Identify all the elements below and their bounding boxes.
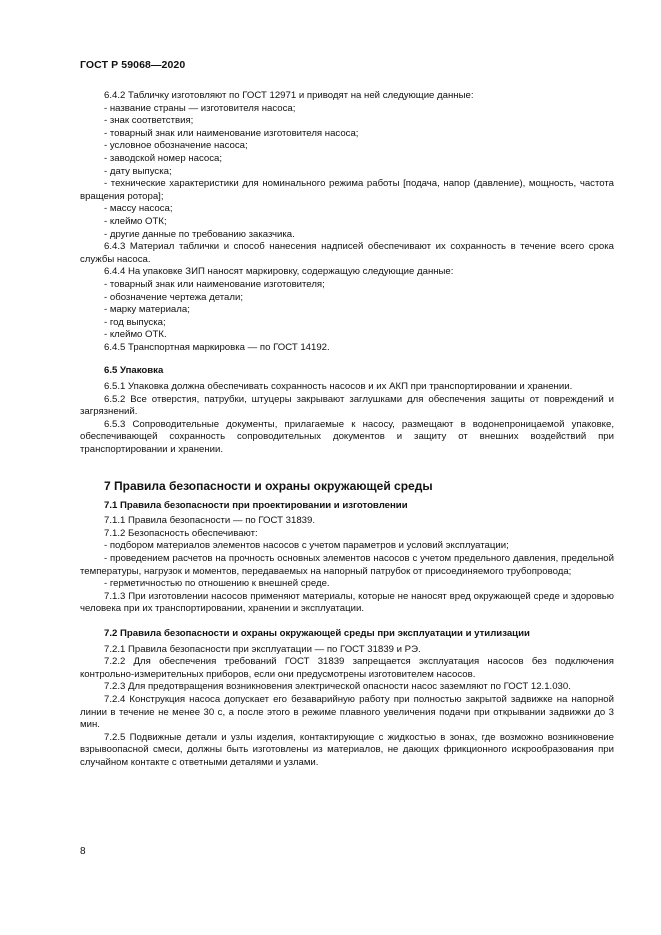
paragraph-6-5-1: 6.5.1 Упаковка должна обеспечивать сохранность насосов и их АКП при транспортировании и хранении. <box>104 381 573 393</box>
list-item: - товарный знак или наименование изготовителя; <box>104 278 325 290</box>
paragraph-6-5-2: 6.5.2 Все отверстия, патрубки, штуцеры закрывают заглушками для обеспечения защиты от повреждений и загрязнений. <box>80 393 614 418</box>
paragraph-7-2-3: 7.2.3 Для предотвращения возникновения электрической опасности насос заземляют по ГОСТ 12.1.030. <box>104 681 571 693</box>
document-body <box>80 90 614 770</box>
list-item: - дату выпуска; <box>104 165 172 177</box>
section-heading-7-1: 7.1 Правила безопасности при проектировании и изготовлении <box>104 499 408 511</box>
paragraph-6-4-4: 6.4.4 На упаковке ЗИП наносят маркировку, содержащую следующие данные: <box>104 266 454 278</box>
paragraph-7-2-5: 7.2.5 Подвижные детали и узлы изделия, контактирующие с жидкостью в зонах, где возможно возникновение взрывоопасной смеси, должны быть изготовлены из материалов, не дающих фрикционного искрообразования при случайном контакте с ответными деталями и узлами. <box>80 731 614 768</box>
list-item: - товарный знак или наименование изготовителя насоса; <box>104 127 359 139</box>
list-item: - год выпуска; <box>104 316 166 328</box>
list-item: - проведением расчетов на прочность основных элементов насосов с учетом предельного давления, предельной температуры, нагрузок и моментов, передаваемых на напорный патрубок от присоединяемого трубопровода; <box>80 553 614 577</box>
section-heading-6-5: 6.5 Упаковка <box>104 365 164 377</box>
paragraph-6-4-2: 6.4.2 Табличку изготовляют по ГОСТ 12971 и приводят на ней следующие данные: <box>104 90 474 101</box>
page-number: 8 <box>80 846 86 857</box>
list-item: - заводской номер насоса; <box>104 152 223 164</box>
list-item: - технические характеристики для номинального режима работы [подача, напор (давление), мощность, частота вращения ротора]; <box>80 178 614 202</box>
paragraph-6-4-5: 6.4.5 Транспортная маркировка — по ГОСТ 14192. <box>104 341 330 353</box>
paragraph-6-5-3: 6.5.3 Сопроводительные документы, прилагаемые к насосу, размещают в водонепроницаемой упаковке, обеспечивающей сохранность сопроводительных документов и защиту от внешних воздействий при транспортировании и хранении. <box>80 418 614 456</box>
list-item: - подбором материалов элементов насосов с учетом параметров и условий эксплуатации; <box>104 540 509 552</box>
paragraph-7-1-1: 7.1.1 Правила безопасности — по ГОСТ 31839. <box>104 515 315 527</box>
paragraph-7-2-1: 7.2.1 Правила безопасности при эксплуатации — по ГОСТ 31839 и РЭ. <box>104 643 421 655</box>
list-item: - клеймо ОТК; <box>104 215 167 227</box>
list-item: - герметичностью по отношению к внешней среде. <box>104 578 330 590</box>
paragraph-7-2-4: 7.2.4 Конструкция насоса допускает его безаварийную работу при полностью закрытой задвижке на напорной линии в течение не менее 30 с, а после этого в режиме плавного увеличения подачи при открывании задвижки до 3 мин. <box>80 693 614 731</box>
paragraph-7-1-2: 7.1.2 Безопасность обеспечивают: <box>104 527 258 539</box>
list-item: - клеймо ОТК. <box>104 329 167 341</box>
list-item: - знак соответствия; <box>104 115 194 127</box>
paragraph-6-4-3: 6.4.3 Материал таблички и способ нанесения надписей обеспечивают их сохранность в течение всего срока службы насоса. <box>80 241 614 265</box>
list-item: - название страны — изготовителя насоса; <box>104 102 296 114</box>
section-heading-7-2: 7.2 Правила безопасности и охраны окружающей среды при эксплуатации и утилизации <box>104 627 530 639</box>
list-item: - другие данные по требованию заказчика. <box>104 228 295 240</box>
list-item: - условное обозначение насоса; <box>104 140 248 152</box>
list-item: - массу насоса; <box>104 203 173 215</box>
section-heading-7: 7 Правила безопасности и охраны окружающей среды <box>104 478 433 493</box>
paragraph-7-1-3: 7.1.3 При изготовлении насосов применяют материалы, которые не наносят вред окружающей среде и здоровью человека при их транспортировании, хранении и эксплуатации. <box>80 590 614 615</box>
paragraph-7-2-2: 7.2.2 Для обеспечения требований ГОСТ 31839 запрещается эксплуатация насосов без подключения контрольно-измерительных приборов, если они предусмотрены изготовителем насосов. <box>80 656 614 680</box>
document-header: ГОСТ Р 59068—2020 <box>80 59 186 71</box>
list-item: - марку материала; <box>104 304 190 316</box>
list-item: - обозначение чертежа детали; <box>104 291 243 303</box>
